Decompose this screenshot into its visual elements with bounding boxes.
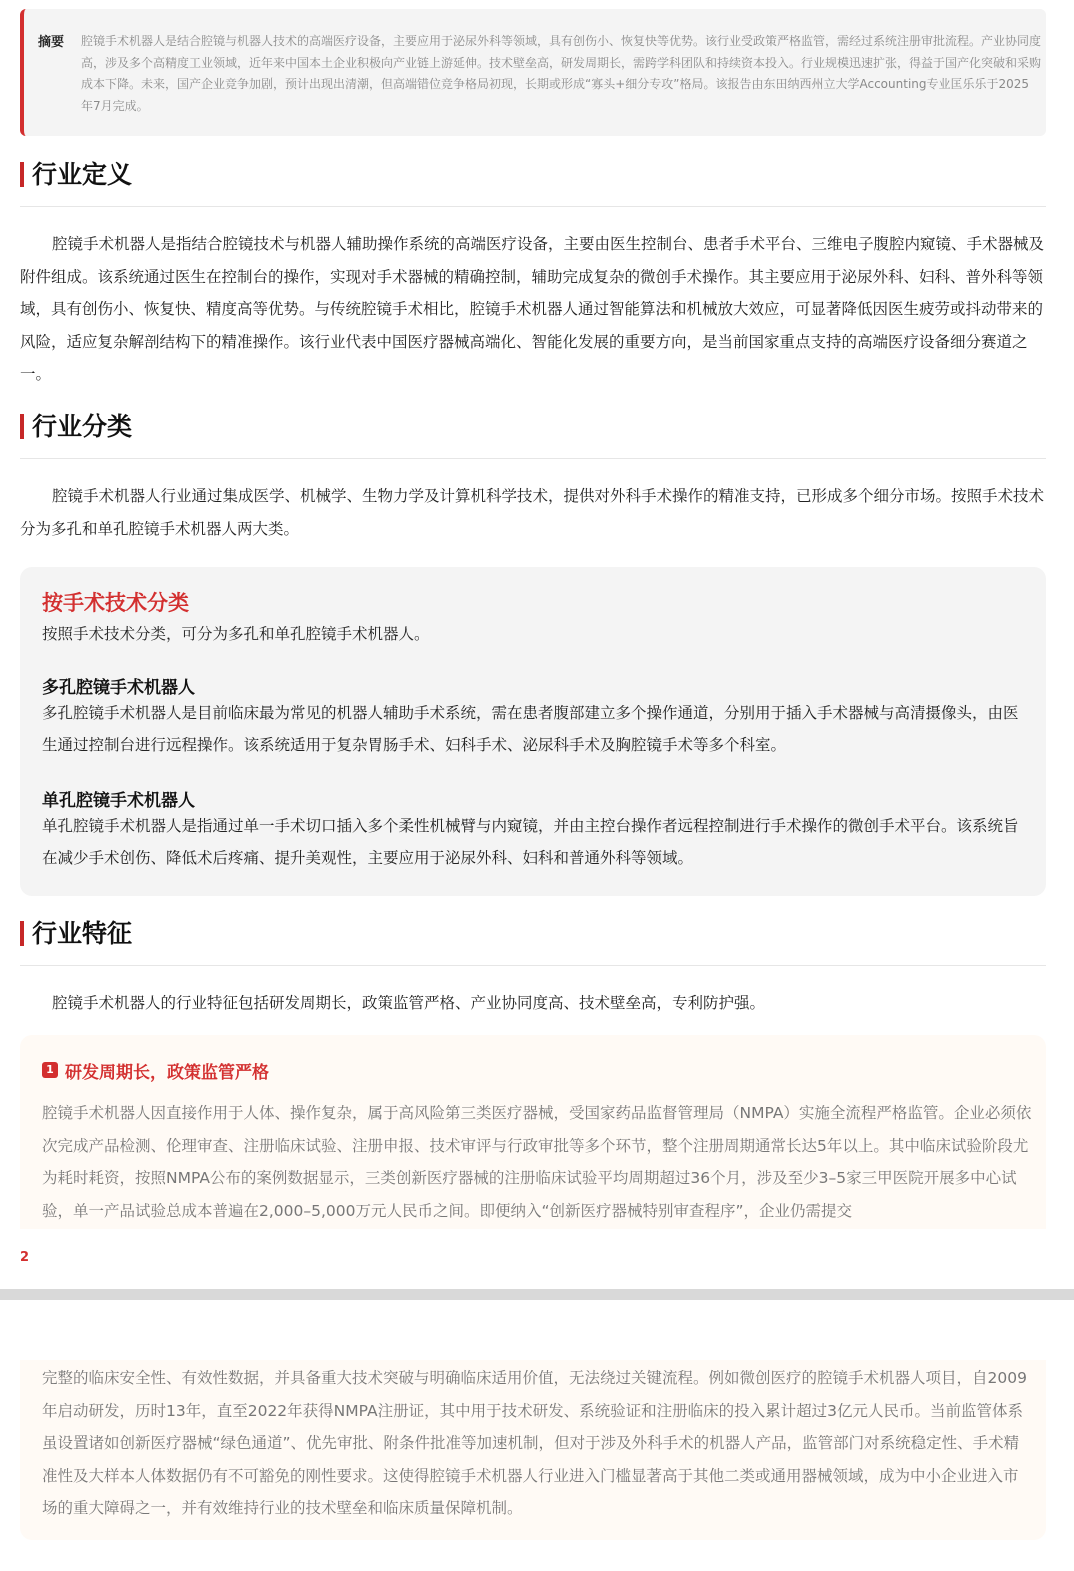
feature-box-1-continued [20,1360,1046,1540]
feature-title-1: 研发周期长，政策监管严格 [65,1063,269,1083]
page-break-divider [0,1289,1074,1300]
single-port-text: 单孔腔镜手术机器人是指通过单一手术切口插入多个柔性机械臂与内窥镜，并由主控台操作者远程控制进行手术操作的微创手术平台。该系统旨在减少手术创伤、降低术后疼痛、提升美观性，主要应用于泌尿外科、妇科和普通外科等领域。 [42,817,1019,867]
divider [20,458,1046,459]
classification-paragraph: 腔镜手术机器人行业通过集成医学、机械学、生物力学及计算机科学技术，提供对外科手术操作的精准支持，已形成多个细分市场。按照手术技术分为多孔和单孔腔镜手术机器人两大类。 [20,487,1045,538]
feature-text-1-part2: 完整的临床安全性、有效性数据，并具备重大技术突破与明确临床适用价值，无法绕过关键流程。例如微创医疗的腔镜手术机器人项目，自2009年启动研发，历时13年，直至2022年获得NMPA注册证，其中用于技术研发、系统验证和注册临床的投入累计超过3亿元人民币。当前监管体系虽设置诸如创新医疗器械“绿色通道”、优先审批、附条件批准等加速机制，但对于涉及外科手术的机器人产品，监管部门对系统稳定性、手术精准性及大样本人体数据仍有不可豁免的刚性要求。这使得腔镜手术机器人行业进入门槛显著高于其他二类或通用器械领域，成为中小企业进入市场的重大障碍之一，并有效维持行业的技术壁垒和临床质量保障机制。 [42,1369,1027,1517]
abstract-label: 摘要 [38,35,65,50]
heading-accent-bar [20,162,24,187]
heading-accent-bar [20,921,24,946]
abstract-box [20,9,1046,136]
feature-text-1-part1: 腔镜手术机器人因直接作用于人体、操作复杂，属于高风险第三类医疗器械，受国家药品监督管理局（NMPA）实施全流程严格监管。企业必须依次完成产品检测、伦理审查、注册临床试验、注册申报、技术审评与行政审批等多个环节，整个注册周期通常长达5年以上。其中临床试验阶段尤为耗时耗资，按照NMPA公布的案例数据显示，三类创新医疗器械的注册临床试验平均周期超过36个月，涉及至少3–5家三甲医院开展多中心试验，单一产品试验总成本普遍在2,000–5,000万元人民币之间。即便纳入“创新医疗器械特别审查程序”，企业仍需提交 [42,1104,1032,1220]
section-title-classification: 行业分类 [32,412,133,441]
multi-port-text: 多孔腔镜手术机器人是目前临床最为常见的机器人辅助手术系统，需在患者腹部建立多个操作通道，分别用于插入手术器械与高清摄像头，由医生通过控制台进行远程操作。该系统适用于复杂胃肠手术、妇科手术、泌尿科手术及胸腔镜手术等多个科室。 [42,704,1019,754]
section-title-features: 行业特征 [32,919,133,948]
classification-box-desc: 按照手术技术分类，可分为多孔和单孔腔镜手术机器人。 [42,625,430,643]
definition-paragraph: 腔镜手术机器人是指结合腔镜技术与机器人辅助操作系统的高端医疗设备，主要由医生控制台、患者手术平台、三维电子腹腔内窥镜、手术器械及附件组成。该系统通过医生在控制台的操作，实现对手术器械的精确控制，辅助完成复杂的微创手术操作。其主要应用于泌尿外科、妇科、普外科等领域，具有创伤小、恢复快、精度高等优势。与传统腔镜手术相比，腔镜手术机器人通过智能算法和机械放大效应，可显著降低因医生疲劳或抖动带来的风险，适应复杂解剖结构下的精准操作。该行业代表中国医疗器械高端化、智能化发展的重要方向，是当前国家重点支持的高端医疗设备细分赛道之一。 [20,235,1045,383]
feature-box-1 [20,1035,1046,1229]
divider [20,206,1046,207]
section-title-definition: 行业定义 [32,160,133,189]
abstract-text: 腔镜手术机器人是结合腔镜与机器人技术的高端医疗设备，主要应用于泌尿外科等领域，具有创伤小、恢复快等优势。该行业受政策严格监管，需经过系统注册审批流程。产业协同度高，涉及多个高精度工业领域，近年来中国本土企业积极向产业链上游延伸。技术壁垒高，研发周期长，需跨学科团队和持续资本投入。行业规模迅速扩张，得益于国产化突破和采购成本下降。未来，国产企业竞争加剧，预计出现出清潮，但高端错位竞争格局初现，长期或形成“寡头+细分专攻”格局。该报告由东田纳西州立大学Accounting专业匡乐乐于2025年7月完成。 [81,34,1042,113]
classification-box [20,567,1046,896]
feature-number-badge: 1 [42,1062,58,1078]
single-port-title: 单孔腔镜手术机器人 [42,791,195,811]
page-number: 2 [20,1250,30,1265]
section-heading-features [20,916,1046,952]
divider [20,965,1046,966]
section-heading-classification [20,409,1046,445]
heading-accent-bar [20,414,24,439]
classification-box-title: 按手术技术分类 [42,591,189,615]
multi-port-title: 多孔腔镜手术机器人 [42,678,195,698]
features-paragraph: 腔镜手术机器人的行业特征包括研发周期长，政策监管严格、产业协同度高、技术壁垒高，专利防护强。 [52,994,766,1012]
section-heading-definition [20,157,1046,193]
